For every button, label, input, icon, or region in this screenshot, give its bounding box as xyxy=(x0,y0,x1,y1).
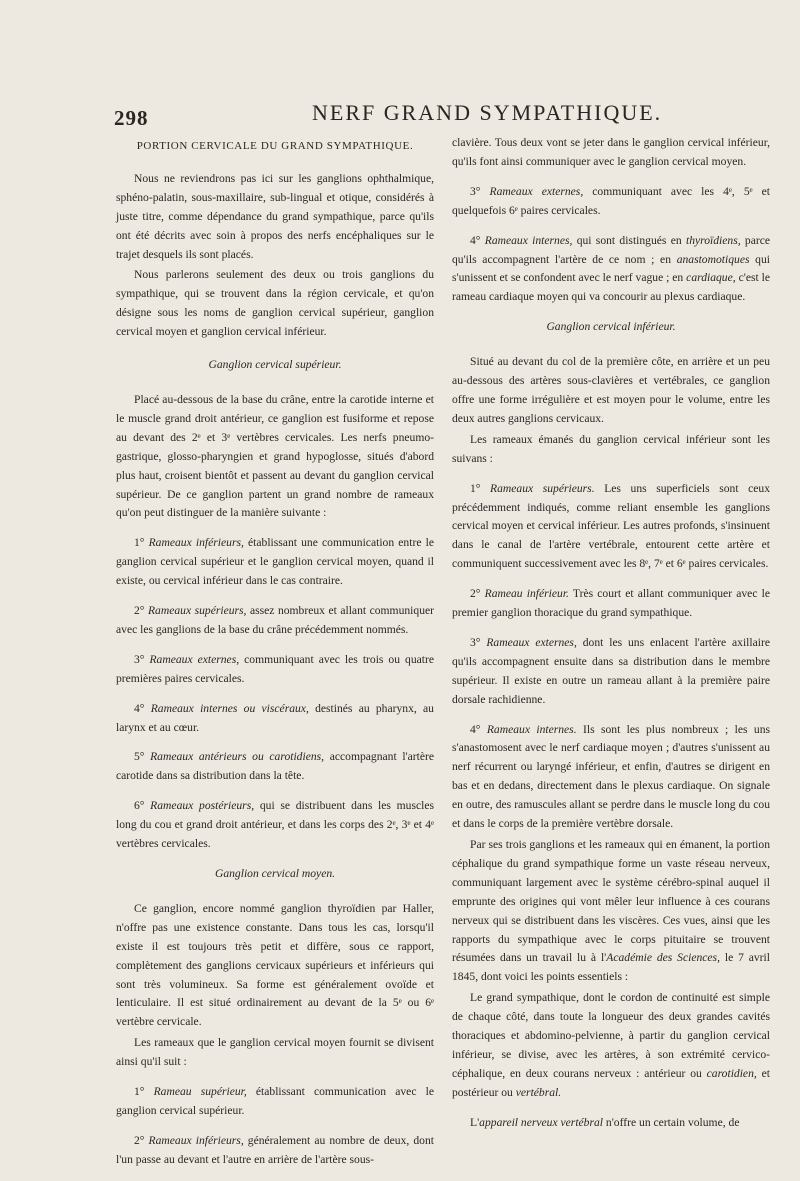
paragraph xyxy=(452,989,770,1102)
item-number: 4° xyxy=(470,233,481,247)
subsection-title: Ganglion cervical supérieur. xyxy=(208,358,342,372)
subsection-title: Ganglion cervical moyen. xyxy=(214,867,336,880)
paragraph-text: le 7 avril 1845, dont voici les points essentiels : xyxy=(452,951,770,984)
list-item xyxy=(452,480,770,575)
item-text: Ils sont les plus nombreux ; les uns s'anastomosent avec le nerf cardiaque moyen ; d'autres s'unissent au nerf récurrent ou laryngé inférieur, et enfin, d'autres se dirigent en bas et en dedans, directement dans le plexus cardiaque. On signale en outre, des ramuscules allant se perdre dans le muscle long du cou et dans le corps de la première vertèbre dorsale. xyxy=(452,722,770,831)
paragraph: Situé au devant du col de la première côte, en arrière et un peu au-dessous des artères sous-clavières et vertébrales, ce ganglion offre une forme irrégulière et est moyen pour le volume, entre les deux autres ganglions cervicaux. xyxy=(452,355,770,425)
paragraph-text: Le grand sympathique, dont le cordon de continuité est simple de chaque côté, dans toute la longueur des deux grandes cavités thoraciques et abdomino-pelvienne, à partir du ganglion cervical inférieur, se divise, avec les artères, à son extrémité cervico-céphalique, en deux courans nerveux : antérieur ou xyxy=(452,991,770,1080)
item-text: qui s'unissent et se confondent avec le nerf vague ; en xyxy=(452,252,770,285)
paragraph: Les rameaux que le ganglion cervical moyen fournit se divisent ainsi qu'il suit : xyxy=(116,1036,434,1069)
item-label: Rameau inférieur. xyxy=(484,587,569,601)
item-number: 1° xyxy=(134,1085,145,1099)
italic-term: appareil nerveux vertébral xyxy=(479,1115,604,1129)
item-text: accompagnant l'artère carotide dans sa distribution dans la tête. xyxy=(116,750,435,783)
list-item xyxy=(116,748,434,786)
item-label: Rameaux inférieurs, xyxy=(148,536,244,550)
item-text: parce qu'ils accompagnent l'artère de ce nom ; en xyxy=(452,233,771,266)
item-label: Rameaux postérieurs, xyxy=(150,799,255,813)
list-item xyxy=(116,700,434,738)
italic-term: cardiaque, xyxy=(686,271,736,285)
running-title: NERF GRAND SYMPATHIQUE. xyxy=(312,100,663,125)
list-item xyxy=(116,602,434,640)
italic-term: anastomotiques xyxy=(676,252,750,266)
item-number: 3° xyxy=(134,652,145,666)
item-text: communiquant avec les 4ᵉ, 5ᵉ et quelquefois 6ᵉ paires cervicales. xyxy=(452,184,771,217)
paragraph: Nous parlerons seulement des deux ou trois ganglions du sympathique, qui se trouvent dans la région cervicale, et qu'on désigne sous les noms de ganglion cervical supérieur, ganglion cervical moyen et ganglion cervical inférieur. xyxy=(116,268,434,339)
item-text: Les uns superficiels sont ceux précédemment indiqués, comme reliant ensemble les ganglions cervical moyen et cervical inférieur. Les autres profonds, s'insinuent dans le canal de l'artère vertébrale, entourent cette artère et communiquent successivement avec les 8ᵉ, 7ᵉ et 6ᵉ paires cervicales. xyxy=(452,481,771,571)
item-number: 4° xyxy=(134,701,145,715)
list-item xyxy=(116,534,434,591)
page-number: 298 xyxy=(114,106,149,130)
italic-term: thyroïdiens, xyxy=(685,233,741,247)
italic-term: vertébral. xyxy=(515,1085,562,1099)
list-item xyxy=(452,721,770,834)
item-label: Rameaux externes, xyxy=(486,635,577,649)
item-text: Très court et allant communiquer avec le premier ganglion thoracique du grand sympathique. xyxy=(452,587,770,620)
item-number: 6° xyxy=(134,799,145,813)
item-number: 1° xyxy=(470,481,481,495)
item-text: destinés au pharynx, au larynx et au cœur. xyxy=(116,701,434,734)
item-label: Rameaux inférieurs, xyxy=(148,1133,244,1147)
section-title: PORTION CERVICALE DU GRAND SYMPATHIQUE. xyxy=(136,140,414,152)
item-text: c'est le rameau cardiaque moyen qui va concourir au plexus cardiaque. xyxy=(452,271,771,304)
paragraph-text: L' xyxy=(470,1115,480,1129)
item-label: Rameaux externes, xyxy=(149,652,240,666)
paragraph-text: Par ses trois ganglions et les rameaux qui en émanent, la portion céphalique du grand sympathique forme un vaste réseau nerveux, communiquant largement avec le système cérébro-spinal auquel il emprunte des origines qui vont mêler leur influence à ces courans nerveux qui se distribuent dans les viscères. Ces vues, ainsi que les rapports du sympathique avec le corps pituitaire se trouvent résumées dans un travail lu à l' xyxy=(452,838,770,965)
item-text: qui sont distingués en xyxy=(576,233,682,247)
item-text: généralement au nombre de deux, dont l'un passe au devant et l'autre en arrière de l'artère sous- xyxy=(116,1133,434,1166)
item-number: 5° xyxy=(134,750,145,764)
paragraph: Ce ganglion, encore nommé ganglion thyroïdien par Haller, n'offre pas une existence constante. Dans tous les cas, lorsqu'il existe il est toujours très petit et diffère, sous ce rapport, complètement des ganglions cervicaux supérieurs et inférieurs qui sont très volumineux. Sa forme est généralement ovoïde et lenticulaire. Il est situé ordinairement au devant de la 5ᵉ ou 6ᵉ vertèbre cervicale. xyxy=(116,901,434,1029)
item-number: 3° xyxy=(470,184,481,198)
item-number: 4° xyxy=(470,722,481,736)
paragraph xyxy=(452,1114,770,1133)
item-text: dont les uns enlacent l'artère axillaire qu'ils accompagnent ensuite dans sa distribution dans le membre supérieur. Il existe en outre un rameau allant à la première paire dorsale rachidienne. xyxy=(452,635,770,706)
paragraph: clavière. Tous deux vont se jeter dans le ganglion cervical inférieur, qu'ils font ainsi communiquer avec le ganglion cervical moyen. xyxy=(452,136,770,168)
item-text: établissant communication avec le ganglion cervical supérieur. xyxy=(116,1085,434,1117)
item-text: communiquant avec les trois ou quatre premières paires cervicales. xyxy=(116,652,434,685)
item-text: assez nombreux et allant communiquer avec les ganglions de la base du crâne précédemment nommés. xyxy=(116,604,434,636)
item-label: Rameaux supérieurs, xyxy=(147,604,247,618)
paragraph: Les rameaux émanés du ganglion cervical inférieur sont les suivans : xyxy=(452,432,770,465)
list-item xyxy=(116,1132,434,1170)
item-number: 1° xyxy=(134,536,145,550)
paragraph-text: n'offre un certain volume, de xyxy=(605,1115,740,1129)
item-label: Rameaux internes ou viscéraux, xyxy=(150,701,309,715)
list-item xyxy=(116,651,434,689)
paragraph: Nous ne reviendrons pas ici sur les ganglions ophthalmique, sphéno-palatin, sous-maxillaire, sub-lingual et otique, considérés à juste titre, comme dépendance du grand sympathique, parce qu'ils ont été décrits avec soin à propos des nerfs encéphaliques sur le trajet desquels ils sont placés. xyxy=(116,171,434,261)
item-label: Rameaux supérieurs. xyxy=(490,481,595,495)
item-label: Rameaux internes. xyxy=(486,722,577,736)
item-label: Rameaux internes, xyxy=(484,233,573,247)
list-item xyxy=(452,634,770,710)
item-text: qui se distribuent dans les muscles long du cou et grand droit antérieur, et dans les corps des 2ᵉ, 3ᵉ et 4ᵉ vertèbres cervicales. xyxy=(116,799,435,851)
item-label: Rameaux antérieurs ou carotidiens, xyxy=(150,750,325,764)
list-item xyxy=(116,1083,434,1121)
list-item xyxy=(452,585,770,623)
italic-term: Académie des Sciences, xyxy=(606,951,720,965)
list-item xyxy=(452,232,770,308)
item-number: 2° xyxy=(470,587,481,601)
item-label: Rameaux externes, xyxy=(489,184,584,198)
item-number: 2° xyxy=(134,1133,145,1147)
italic-term: carotidien, xyxy=(706,1066,757,1080)
paragraph-text: et postérieur ou xyxy=(452,1066,770,1099)
paragraph xyxy=(452,836,770,987)
item-number: 2° xyxy=(134,604,145,618)
list-item xyxy=(116,797,434,854)
subsection-title: Ganglion cervical inférieur. xyxy=(546,320,676,334)
item-label: Rameau supérieur, xyxy=(153,1085,247,1099)
list-item xyxy=(452,183,770,221)
left-column xyxy=(116,134,434,1181)
paragraph: Placé au-dessous de la base du crâne, entre la carotide interne et le muscle grand droit antérieur, ce ganglion est fusiforme et repose au devant des 2ᵉ et 3ᵉ vertèbres cervicales. Les nerfs pneumo-gastrique, glosso-pharyngien et grand hypoglosse, situés d'abord plus haut, croisent bientôt et passent au devant du ganglion cervical supérieur. De ce ganglion partent un grand nombre de rameaux qu'on peut distinguer de la manière suivante : xyxy=(116,392,434,520)
right-column xyxy=(452,134,770,1144)
item-number: 3° xyxy=(470,635,481,649)
item-text: établissant une communication entre le ganglion cervical supérieur et le ganglion cervical moyen, quand il existe, ou cervical inférieur dans le cas contraire. xyxy=(116,536,434,588)
